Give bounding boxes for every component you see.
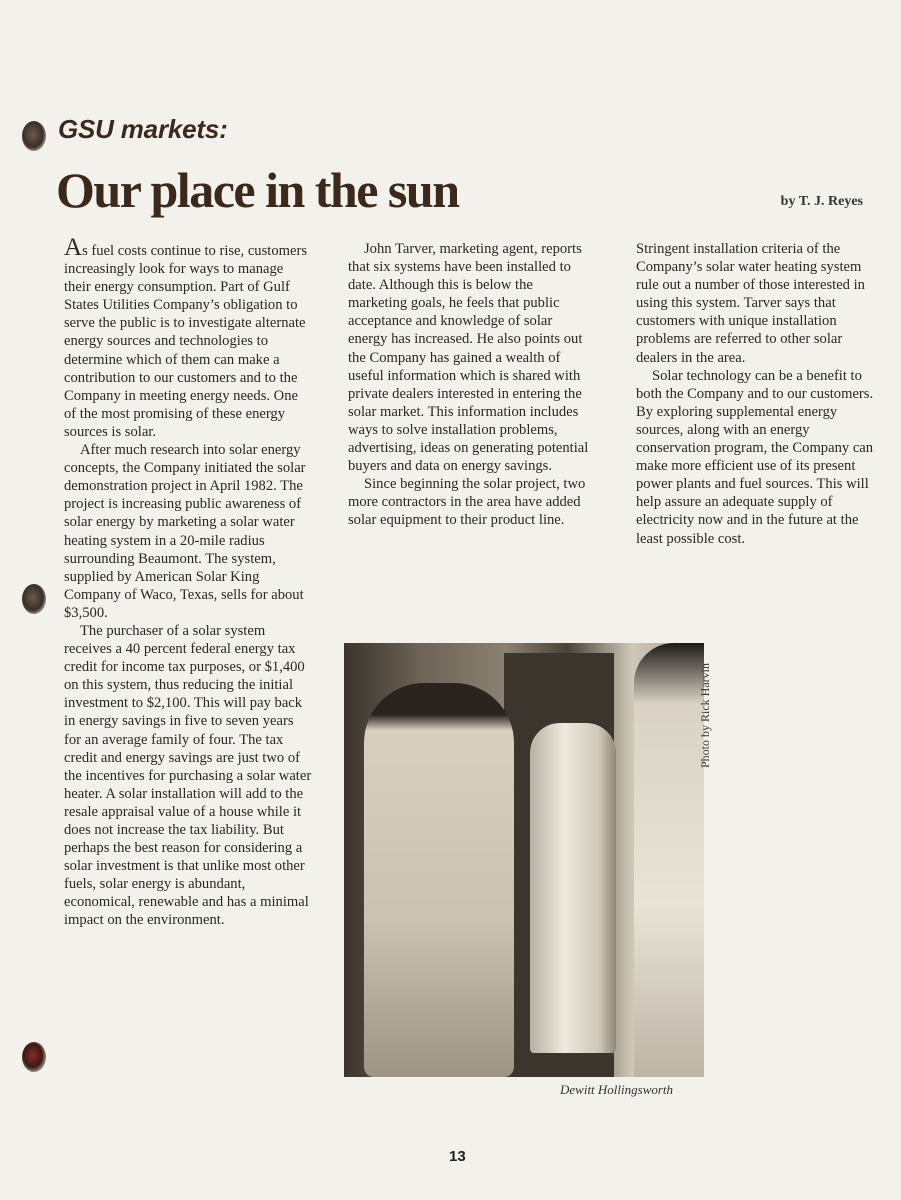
photo-water-heater xyxy=(530,723,616,1053)
paragraph: The purchaser of a solar system receives a 40 percent federal energy tax credit for income tax purposes, or $1,400 on this system, thus reducing the initial investment to $2,100. This will pay back in energy savings in five to seven years for an average family of four. The tax credit and energy savings are just two of the incentives for purchasing a solar water heater. A solar installation will add to the resale appraisal value of a house while it does not increase the tax liability. But perhaps the best reason for considering a solar investment is that unlike most other fuels, solar energy is abundant, economical, renewable and has a minimal impact on the environment. xyxy=(64,622,312,929)
article-photo xyxy=(344,643,704,1077)
photo-credit: Photo by Rick Harvin xyxy=(698,663,712,768)
drop-cap: A xyxy=(64,234,83,261)
section-kicker: GSU markets: xyxy=(58,114,228,144)
photo-person-left xyxy=(364,683,514,1077)
photo-caption: Dewitt Hollingsworth xyxy=(560,1082,674,1097)
article-title: Our place in the sun xyxy=(56,162,459,218)
photo-person-right xyxy=(634,643,704,1077)
article-column-2 xyxy=(348,240,592,530)
binder-hole-bottom xyxy=(22,1042,46,1072)
article-column-1 xyxy=(64,234,312,930)
paragraph: John Tarver, marketing agent, reports that six systems have been installed to date. Although this is below the marketing goals, he feels that public acceptance and knowledge of solar energy has increased. He also points out the Company has gained a wealth of useful information which is shared with private dealers interested in entering the solar market. This information includes ways to solve installation problems, advertising, ideas on generating potential buyers and data on energy savings. xyxy=(348,241,589,475)
page-number: 13 xyxy=(449,1148,466,1165)
paragraph: Since beginning the solar project, two more contractors in the area have added solar equipment to their product line. xyxy=(348,476,586,529)
paragraph: As fuel costs continue to rise, customers increasingly look for ways to manage their energy consumption. Part of Gulf States Utilities Company’s obligation to serve the public is to investigate alternate energy sources and technologies to determine which of them can make a contribution to our customers and to the Company in meeting energy needs. One of the most promising of these energy sources is solar. xyxy=(64,234,308,440)
article-column-3 xyxy=(636,240,886,548)
paragraph: Stringent installation criteria of the Company’s solar water heating system rule out a number of those interested in using this system. Tarver says that customers with unique installation problems are referred to other solar dealers in the area. xyxy=(636,241,865,366)
byline: by T. J. Reyes xyxy=(780,194,863,209)
paragraph: After much research into solar energy concepts, the Company initiated the solar demonstration project in April 1982. The project is increasing public awareness of solar energy by marketing a solar water heating system in a 20-mile radius surrounding Beaumont. The system, supplied by American Solar King Company of Waco, Texas, sells for about $3,500. xyxy=(64,442,306,621)
paragraph: Solar technology can be a benefit to both the Company and to our customers. By exploring supplemental energy sources, along with an energy conservation program, the Company can make more efficient use of its present power plants and fuel sources. This will help assure an adequate supply of electricity now and in the future at the least possible cost. xyxy=(636,367,874,547)
binder-hole-top xyxy=(22,121,46,151)
binder-hole-middle xyxy=(22,584,46,614)
